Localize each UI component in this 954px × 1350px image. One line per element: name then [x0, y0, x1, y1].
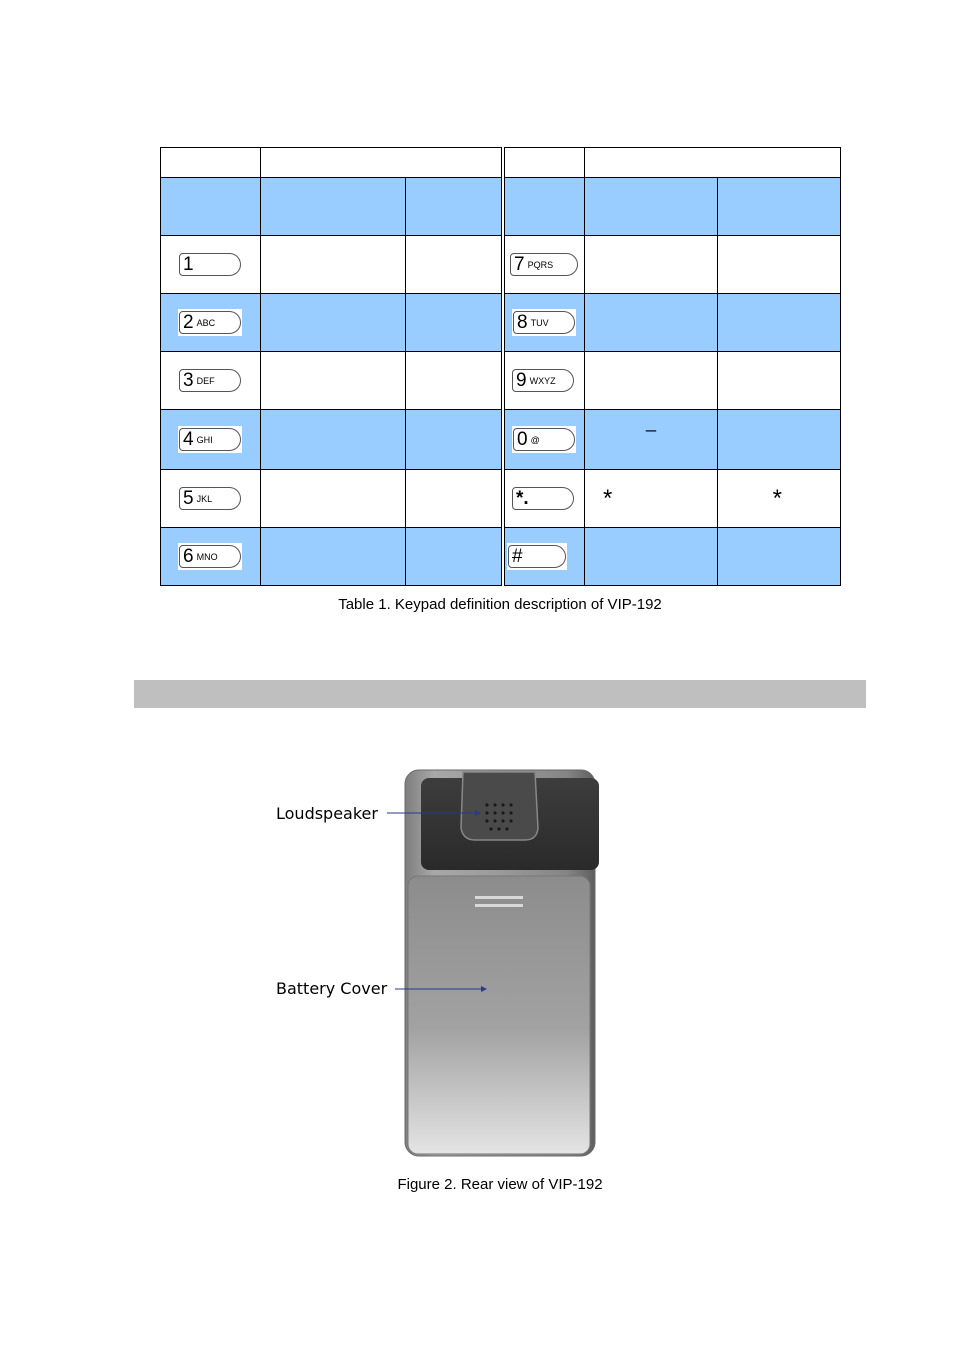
battery-cover-label: Battery Cover: [276, 979, 388, 998]
table-row: [161, 294, 841, 352]
star-symbol: *: [718, 470, 841, 528]
keypad-definition-table: [160, 147, 841, 586]
key-1-icon: 1: [179, 253, 241, 276]
table-header-row: [161, 148, 841, 178]
dash-symbol: _: [585, 410, 718, 470]
figure-caption: Figure 2. Rear view of VIP-192: [397, 1176, 603, 1193]
table-row: [161, 352, 841, 410]
table-subheader-row: [161, 178, 841, 236]
key-hash-icon: #: [508, 545, 566, 568]
key-7-icon: 7 PQRS: [510, 253, 578, 276]
key-0-icon: 0 @: [513, 428, 575, 451]
key-6-icon: 6 MNO: [179, 545, 241, 568]
key-3-icon: 3 DEF: [179, 369, 241, 392]
star-symbol: *: [585, 470, 718, 528]
header-cell: [261, 148, 502, 178]
header-cell: [161, 148, 261, 178]
key-star-icon: *.: [512, 487, 574, 510]
key-8-icon: 8 TUV: [513, 311, 575, 334]
key-2-icon: 2 ABC: [179, 311, 241, 334]
section-heading-bar: [134, 680, 866, 708]
loudspeaker-label: Loudspeaker: [276, 804, 378, 823]
key-9-icon: 9 WXYZ: [512, 369, 574, 392]
table-row: [161, 470, 841, 528]
header-cell: [585, 148, 841, 178]
table-row: [161, 528, 841, 586]
header-cell: [505, 148, 585, 178]
phone-rear-view-figure: [265, 748, 601, 1160]
table-caption: Table 1. Keypad definition description of VIP-192: [338, 596, 662, 613]
table-row: [161, 410, 841, 470]
key-5-icon: 5 JKL: [179, 487, 241, 510]
key-4-icon: 4 GHI: [179, 428, 241, 451]
table-row: [161, 236, 841, 294]
